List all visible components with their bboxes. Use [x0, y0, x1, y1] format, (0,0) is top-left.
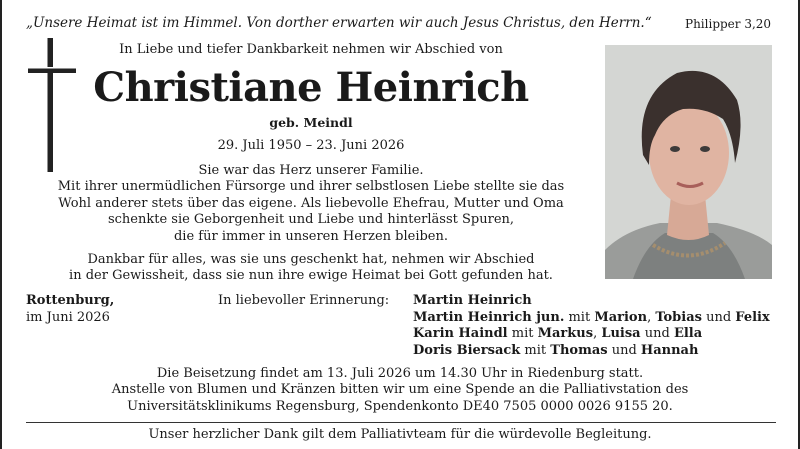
bible-reference: Philipper 3,20 [685, 17, 772, 31]
mourner-connector: mit [520, 342, 551, 358]
mourner-name: Luisa [601, 326, 641, 341]
bible-quote: „Unsere Heimat ist im Himmel. Von dorther erwarten wir auch Jesus Christus, den Herrn.“ [26, 15, 652, 31]
gratitude-line: Dankbar für alles, was sie uns geschenkt hat, nehmen wir Abschied [87, 252, 535, 267]
mourner-name: Hannah [640, 342, 699, 358]
mourner-name: Karin Haindl [413, 326, 508, 341]
mourner-connector: und [701, 309, 736, 325]
tribute-line: Wohl anderer stets über das eigene. Als liebevolle Ehefrau, Mutter und Oma [58, 195, 564, 211]
tribute-line: die für immer in unseren Herzen bleiben. [173, 228, 448, 244]
divider [26, 422, 776, 423]
funeral-line: Universitätsklinikums Regensburg, Spendenkonto DE40 7505 0000 0026 9155 20. [127, 398, 673, 414]
mourner-name: Tobias [655, 309, 702, 325]
birth-name: geb. Meindl [269, 115, 353, 130]
portrait-photo [605, 45, 772, 279]
mourner-name: Martin Heinrich jun. [413, 309, 565, 325]
mourner-connector: , [593, 326, 602, 341]
tribute-line: schenkte sie Geborgenheit und Liebe und hinterlässt Spuren, [107, 212, 515, 228]
mourner-line [413, 326, 770, 343]
mourner-connector: mit [507, 326, 538, 341]
thanks-line: Unser herzlicher Dank gilt dem Palliativteam für die würdevolle Begleitung. [148, 427, 652, 442]
mourner-name: Markus [537, 326, 594, 341]
place: Rottenburg, [26, 293, 115, 308]
gratitude-text [26, 252, 596, 285]
funeral-line: Die Beisetzung findet am 13. Juli 2026 um 14.30 Uhr in Riedenburg statt. [156, 366, 644, 381]
mourner-name: Thomas [550, 342, 608, 358]
notice-date: im Juni 2026 [26, 309, 110, 325]
tribute-line: Mit ihrer unermüdlichen Fürsorge und ihrer selbstlosen Liebe stellte sie das [57, 179, 565, 195]
mourner-name: Martin Heinrich [413, 293, 532, 308]
place-and-date [26, 293, 114, 326]
mourner-name: Felix [735, 309, 770, 325]
tribute-text [26, 163, 596, 245]
mourner-line [413, 293, 770, 310]
mourners-list [413, 293, 770, 359]
gratitude-line: in der Gewissheit, dass sie nun ihre ewige Heimat bei Gott gefunden hat. [69, 268, 553, 284]
mourner-name: Ella [673, 326, 703, 341]
mourner-connector: und [640, 326, 674, 341]
mourner-connector: mit [564, 309, 595, 325]
frame-left-border [0, 0, 2, 449]
funeral-info [26, 366, 774, 415]
mourner-line [413, 310, 770, 327]
funeral-line: Anstelle von Blumen und Kränzen bitten wir um eine Spende an die Palliativstation des [111, 382, 689, 398]
mourner-connector: , [647, 309, 656, 325]
life-dates: 29. Juli 1950 – 23. Juni 2026 [217, 138, 405, 153]
mourner-connector: und [607, 342, 641, 358]
intro-line: In Liebe und tiefer Dankbarkeit nehmen wir Abschied von [119, 42, 503, 57]
mourner-name: Doris Biersack [413, 342, 521, 358]
mourner-name: Marion [594, 309, 648, 325]
deceased-name: Christiane Heinrich [93, 64, 529, 111]
memory-label: In liebevoller Erinnerung: [218, 293, 390, 308]
tribute-line: Sie war das Herz unserer Familie. [198, 163, 424, 178]
mourner-line [413, 343, 770, 360]
